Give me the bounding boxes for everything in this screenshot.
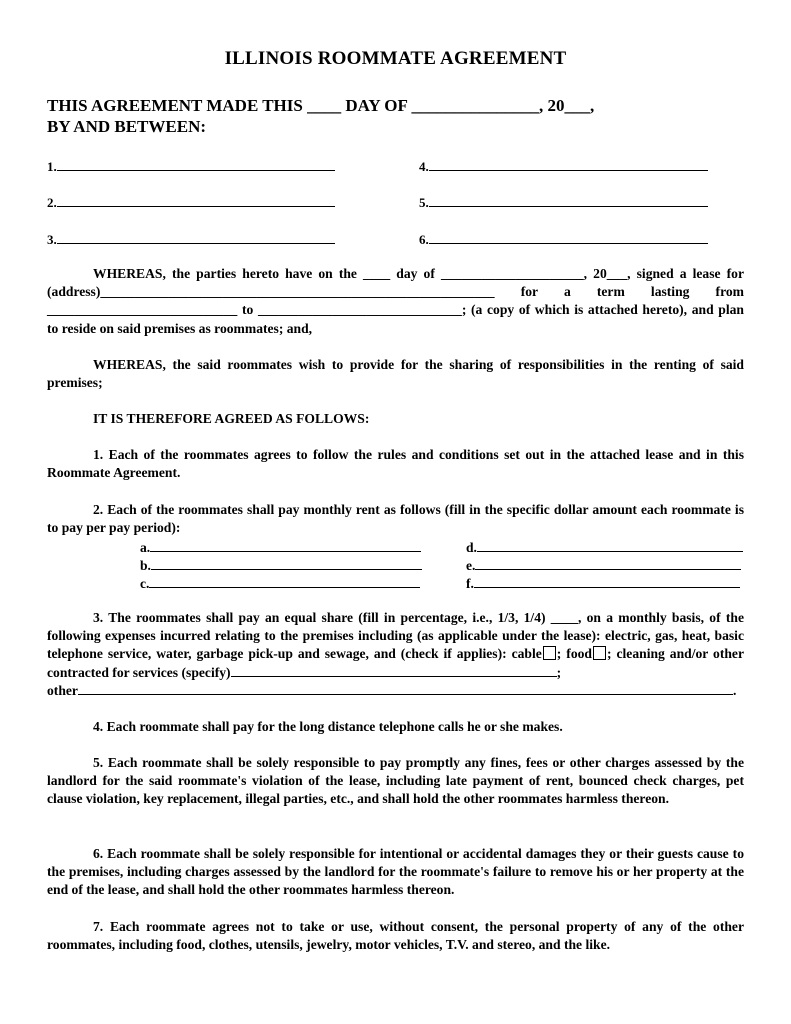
clause-3-text: 3. The roommates shall pay an equal share (fill in percentage, i.e., 1/3, 1/4) ____, on a monthly basis, of the following expenses incurred relating to the premises including (as applicable under the lease): electric, gas, heat, basic telephone service, water, garbage pick-up and sewage, and (check if applies): cable [47,610,744,662]
rent-amount-field[interactable] [475,556,741,570]
by-and-between: BY AND BETWEEN: [47,117,207,136]
party-line-2 [47,193,335,209]
party-label: 4. [419,159,429,174]
clause-2-text: 2. Each of the roommates shall pay monthly rent as follows (fill in the specific dollar amount each roommate is to pay per pay period): [47,502,744,536]
rent-amount-field[interactable] [150,538,421,552]
clause-3-end: . [732,682,737,698]
party-label: 1. [47,159,57,174]
rent-label: d. [466,540,477,555]
other-expenses-field[interactable] [78,682,733,695]
agreed-heading [47,410,744,428]
rent-line-d [466,538,743,556]
clause-3-sep: ; [606,646,612,662]
clause-4-text: 4. Each roommate shall pay for the long distance telephone calls he or she makes. [93,719,563,734]
agreement-date-line [47,95,594,137]
clause-3-cleaning-text: cleaning and/or other contracted for services (specify) [47,646,745,680]
rent-line-c [140,574,420,592]
party-name-field[interactable] [57,157,335,171]
clause-3-other-text: other [47,682,78,698]
rent-amount-field[interactable] [474,574,740,588]
party-line-1 [47,157,335,173]
whereas-lease-text: WHEREAS, the parties hereto have on the ____ day of _____________________, 20___, signed a lease for (address)__________________________________________________________ for a term lasting from ____________________________ to ______________________________; (a copy of which is attached hereto), and plan to reside on said premises as roommates; and, [47,266,744,336]
agreement-date-text: THIS AGREEMENT MADE THIS ____ DAY OF _______________, 20___, [47,96,595,115]
clause-5 [47,754,744,809]
rent-amount-field[interactable] [149,574,420,588]
party-label: 6. [419,232,429,247]
party-line-5 [419,193,708,209]
rent-amount-field[interactable] [151,556,422,570]
party-line-3 [47,230,335,246]
party-label: 2. [47,195,57,210]
document-title: ILLINOIS ROOMMATE AGREEMENT [224,48,567,69]
rent-line-f [466,574,740,592]
whereas-share-paragraph [47,356,744,392]
whereas-share-text: WHEREAS, the said roommates wish to provide for the sharing of responsibilities in the renting of said premises; [47,357,744,391]
rent-line-b [140,556,422,574]
party-name-field[interactable] [429,193,708,207]
clause-7-text: 7. Each roommate agrees not to take or use, without consent, the personal property of any of the other roommates, including food, clothes, utensils, jewelry, motor vehicles, T.V. and stereo, and the like. [47,919,744,953]
rent-label: c. [140,576,150,591]
agreed-text: IT IS THEREFORE AGREED AS FOLLOWS: [93,411,370,426]
clause-3-food-text: ; food [556,646,592,662]
party-name-field[interactable] [429,157,708,171]
clause-5-text: 5. Each roommate shall be solely responsible to pay promptly any fines, fees or other charges assessed by the landlord for the said roommate's violation of the lease, including late payment of rent, bounced check charges, pet clause violation, key replacement, illegal parties, etc., and shall hold the other roommates harmless thereon. [47,755,744,807]
party-label: 5. [419,195,429,210]
whereas-lease-paragraph [47,265,744,338]
clause-6 [47,845,744,900]
clause-2 [47,501,744,537]
clause-1 [47,446,744,482]
party-label: 3. [47,232,57,247]
rent-amount-field[interactable] [477,538,743,552]
clause-4 [47,718,744,736]
rent-label: a. [140,540,151,555]
clause-3 [47,609,744,700]
party-name-field[interactable] [57,193,335,207]
party-name-field[interactable] [57,230,335,244]
rent-label: b. [140,558,151,573]
party-line-4 [419,157,708,173]
party-line-6 [419,230,708,246]
rent-line-e [466,556,741,574]
rent-line-a [140,538,421,556]
party-name-field[interactable] [429,230,708,244]
cleaning-services-field[interactable] [231,664,557,677]
clause-3-sep: ; [556,664,562,680]
food-checkbox[interactable] [593,646,606,660]
clause-7 [47,918,744,954]
clause-6-text: 6. Each roommate shall be solely responsible for intentional or accidental damages they or their guests cause to the premises, including charges assessed by the landlord for the roommate's failure to remove his or her property at the end of the lease, and shall hold the other roommates harmless thereon. [47,846,744,898]
rent-label: f. [466,576,474,591]
cable-checkbox[interactable] [543,646,556,660]
rent-label: e. [466,558,476,573]
clause-1-text: 1. Each of the roommates agrees to follow the rules and conditions set out in the attached lease and in this Roommate Agreement. [47,447,744,481]
